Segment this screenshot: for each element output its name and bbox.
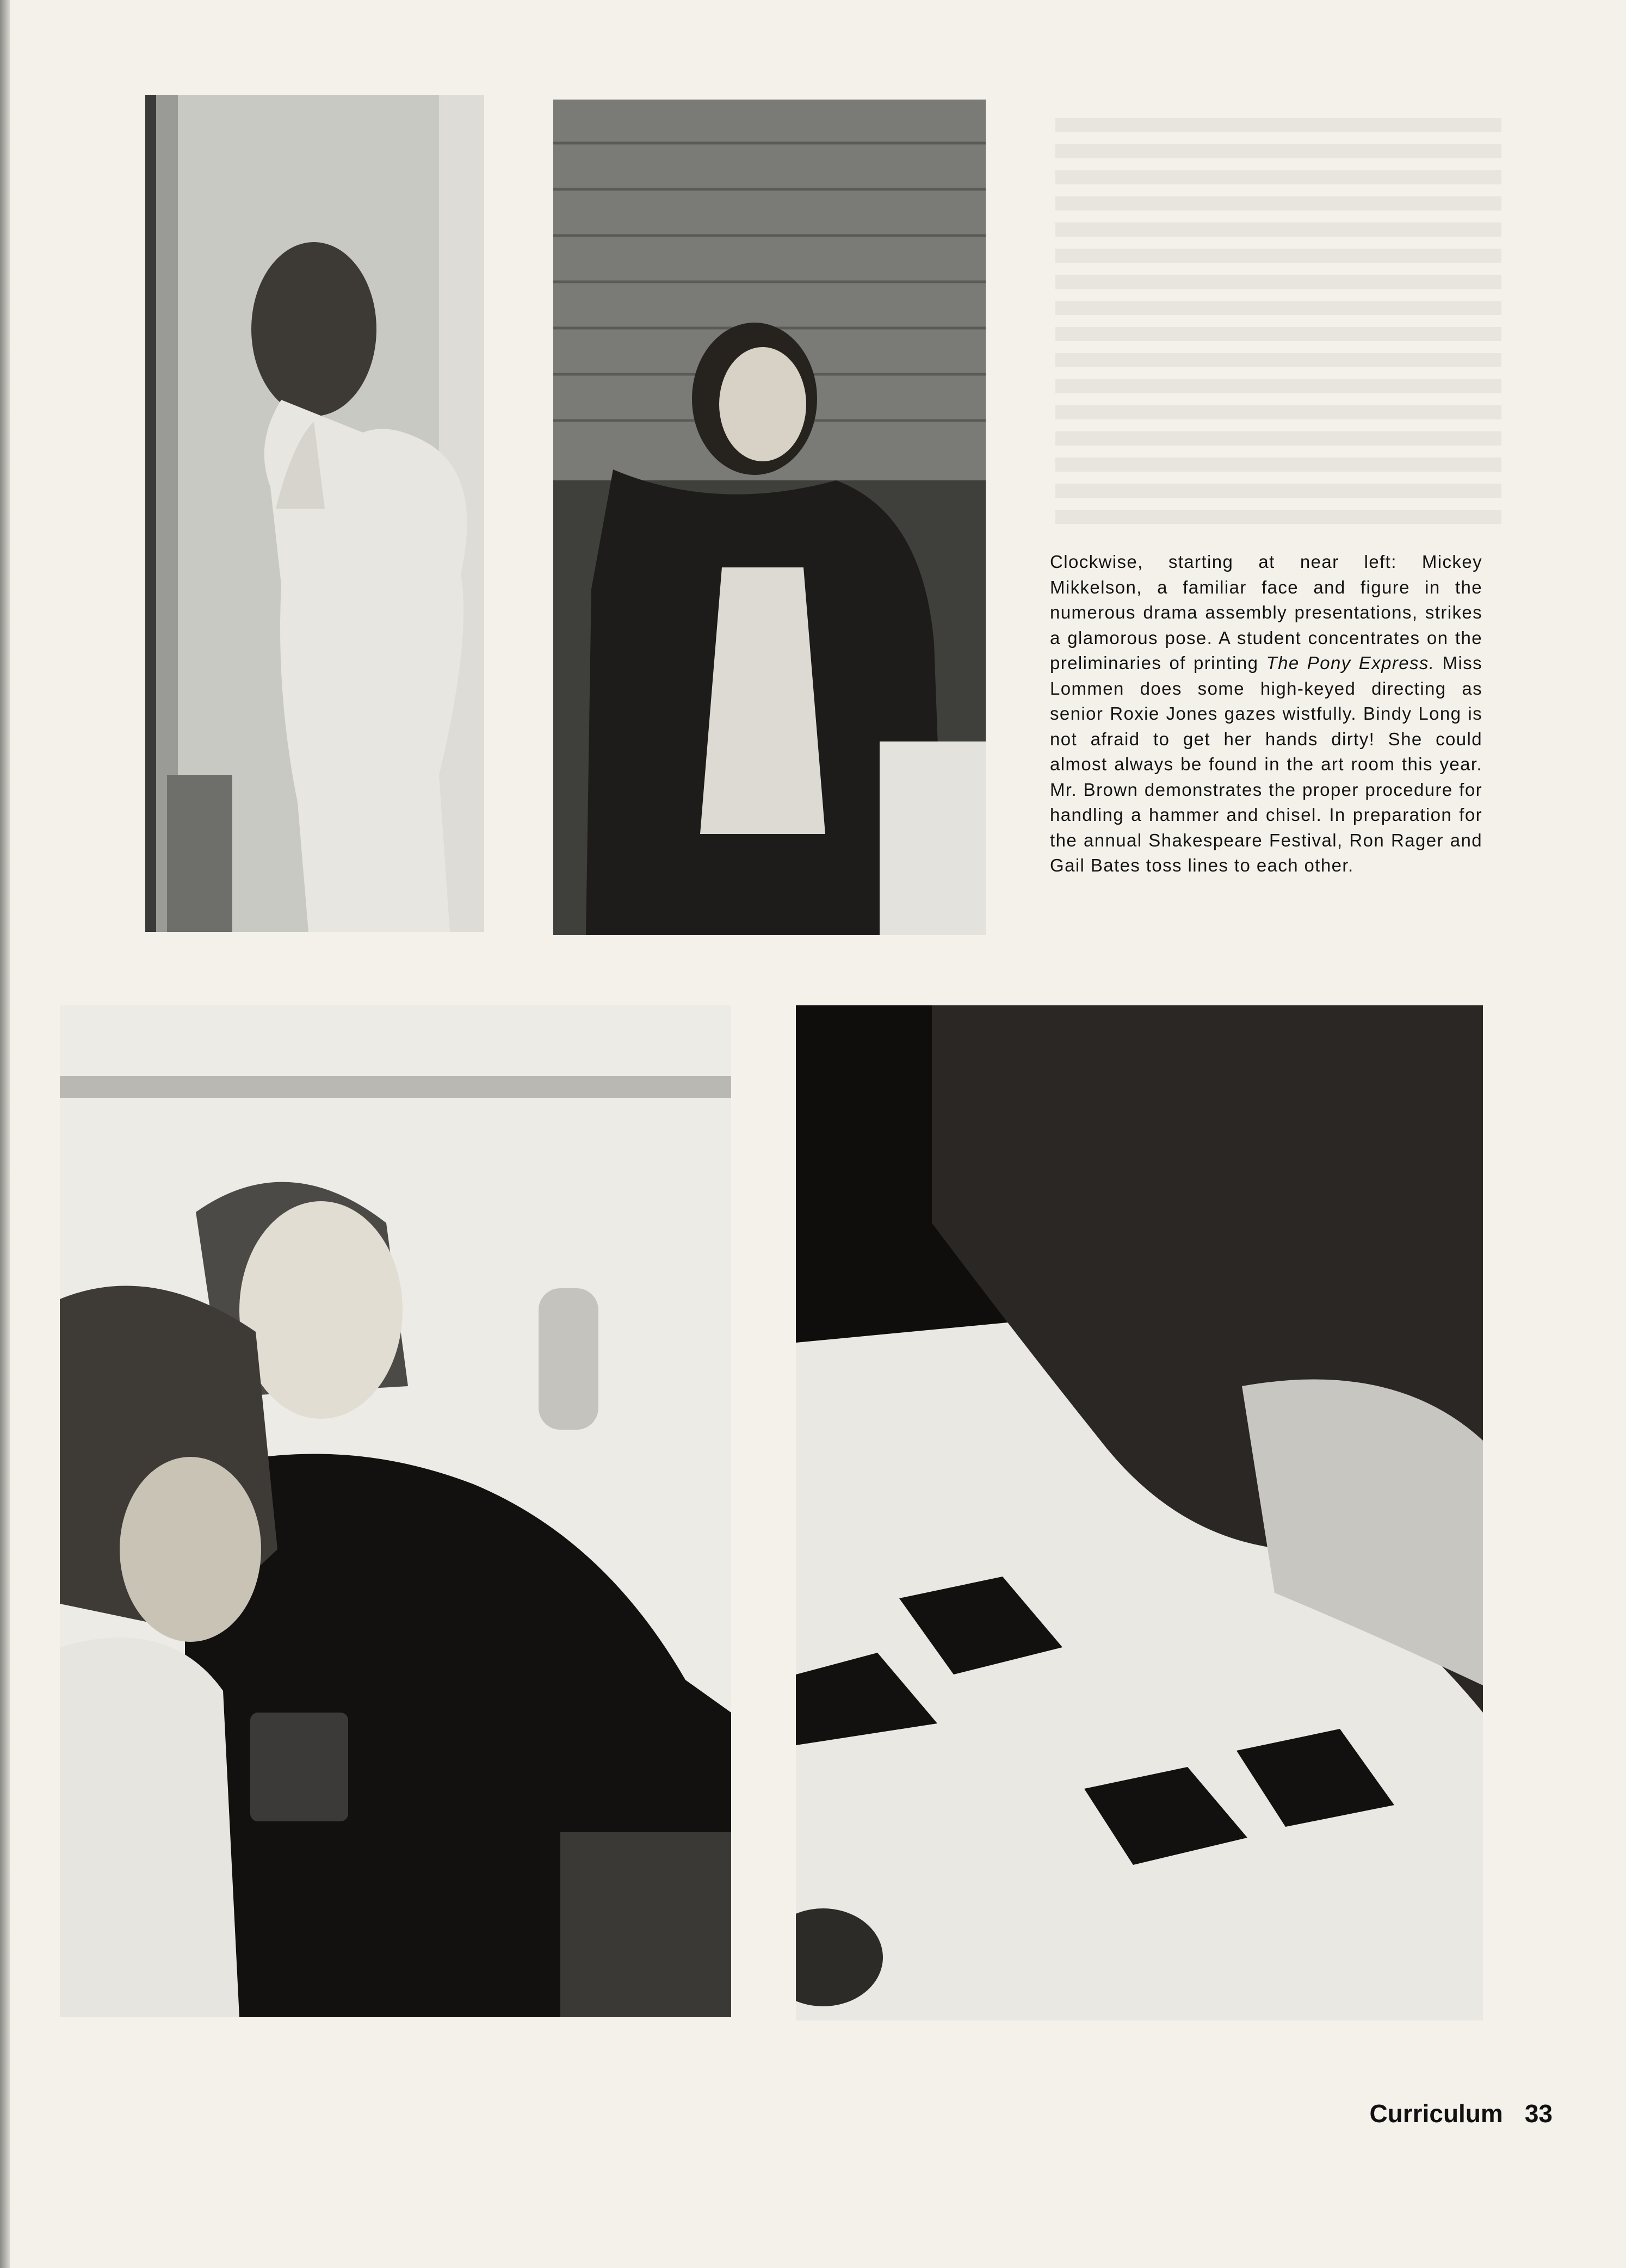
caption-publication-title: The Pony Express. (1266, 653, 1435, 673)
photo-smiling-student-image (553, 100, 986, 935)
photo-student-printing-image (796, 1005, 1483, 2020)
page-binding-edge (0, 0, 10, 2268)
caption-text-part1: Clockwise, starting at near left: Mickey Mikkelson, a familiar face and figure in the numerous drama assembly presentations, strikes a glamorous pose. A student concentrates on the preliminaries of printing (1050, 552, 1482, 673)
photo-caption (1050, 549, 1482, 879)
photo-drama-student-profile (145, 95, 484, 932)
photo-teacher-directing (60, 1005, 731, 2017)
bleed-through-text (1055, 106, 1501, 530)
caption-text-part2: Miss Lommen does some high-keyed directing as senior Roxie Jones gazes wistfully. Bindy Long is not afraid to get her hands dirty! She could almost always be found in the art room this year. Mr. Brown demonstrates the proper procedure for handling a hammer and chisel. In preparation for the annual Shakespeare Festival, Ron Rager and Gail Bates toss lines to each other. (1050, 653, 1482, 875)
page-footer (1369, 2099, 1553, 2128)
photo-teacher-directing-image (60, 1005, 731, 2017)
section-title: Curriculum (1369, 2099, 1503, 2128)
photo-smiling-student (553, 100, 986, 935)
photo-drama-student-profile-image (145, 95, 484, 932)
page-number: 33 (1524, 2099, 1553, 2128)
photo-student-printing (796, 1005, 1483, 2020)
